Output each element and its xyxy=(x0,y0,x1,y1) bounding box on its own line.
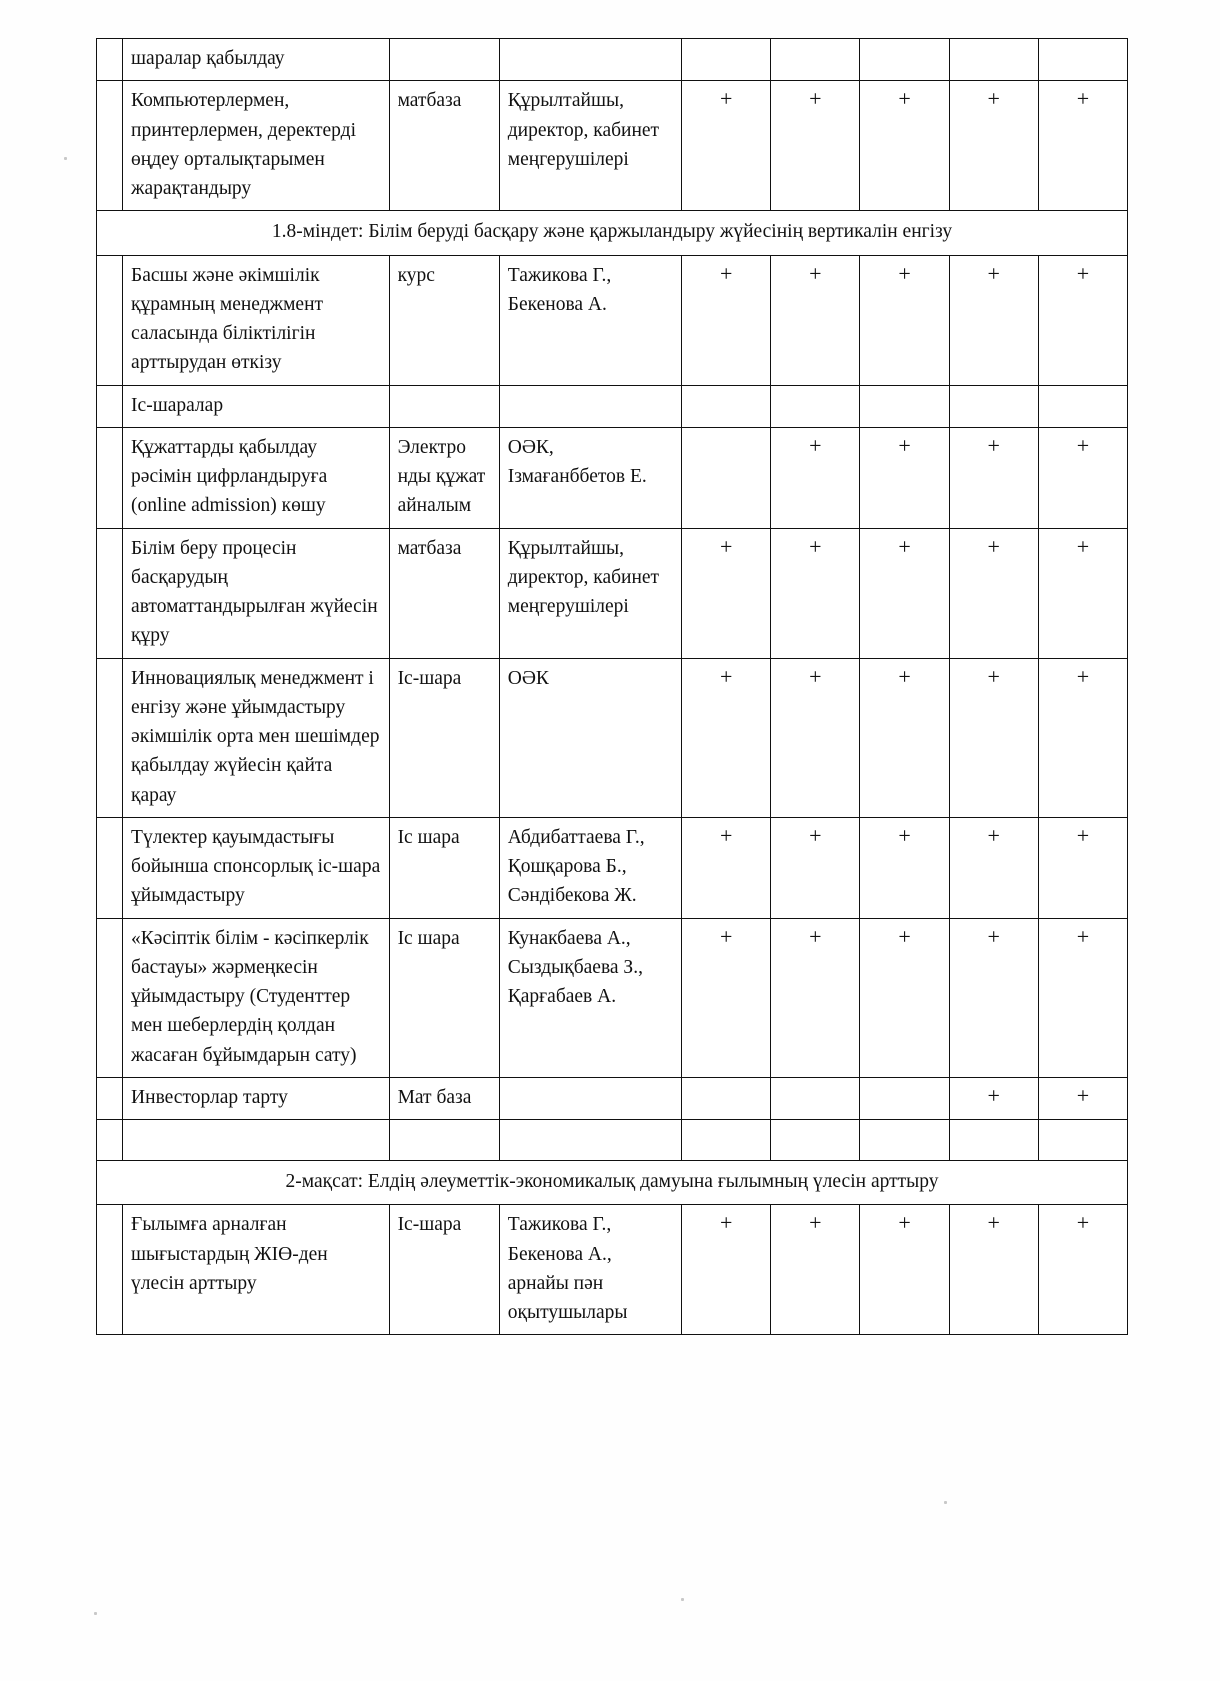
year-mark-cell: + xyxy=(1038,255,1127,385)
year-mark-cell: + xyxy=(1038,817,1127,918)
year-mark-cell xyxy=(682,39,771,81)
section-title: 1.8-міндет: Білім беруді басқару және қаржыландыру жүйесінің вертикалін енгізу xyxy=(97,211,1128,255)
table-row xyxy=(97,427,1128,528)
section-header-row xyxy=(97,211,1128,255)
year-mark-cell: + xyxy=(949,658,1038,817)
responsible-cell: Тажикова Г., Бекенова А. xyxy=(499,255,681,385)
row-lead-margin xyxy=(97,918,123,1077)
year-mark-cell: + xyxy=(682,658,771,817)
responsible-cell: ОӘК, Ізмағанббетов Е. xyxy=(499,427,681,528)
year-mark-cell: + xyxy=(949,918,1038,1077)
year-mark-cell: + xyxy=(1038,1205,1127,1335)
year-mark-cell xyxy=(860,385,949,427)
type-cell: Іс шара xyxy=(389,817,499,918)
year-mark-cell: + xyxy=(771,255,860,385)
scan-speck xyxy=(944,1501,947,1504)
type-cell xyxy=(389,385,499,427)
blank-cell xyxy=(682,1120,771,1161)
type-cell: матбаза xyxy=(389,528,499,658)
year-mark-cell: + xyxy=(860,817,949,918)
year-mark-cell: + xyxy=(682,1205,771,1335)
row-lead-margin xyxy=(97,1120,123,1161)
year-mark-cell: + xyxy=(860,255,949,385)
task-cell: Білім беру процесін басқарудың автоматтандырылған жүйесін құру xyxy=(123,528,390,658)
scan-speck xyxy=(64,157,67,160)
year-mark-cell xyxy=(682,1077,771,1119)
year-mark-cell xyxy=(682,385,771,427)
type-cell: курс xyxy=(389,255,499,385)
table-row xyxy=(97,81,1128,211)
responsible-cell: Құрылтайшы, директор, кабинет меңгерушілері xyxy=(499,81,681,211)
year-mark-cell: + xyxy=(949,1077,1038,1119)
blank-cell xyxy=(499,1120,681,1161)
table-row xyxy=(97,39,1128,81)
scan-speck xyxy=(681,1598,684,1601)
type-cell: Іс шара xyxy=(389,918,499,1077)
year-mark-cell: + xyxy=(682,918,771,1077)
scan-speck xyxy=(94,1612,97,1615)
blank-cell xyxy=(771,1120,860,1161)
year-mark-cell: + xyxy=(682,817,771,918)
year-mark-cell: + xyxy=(771,817,860,918)
section-title: 2-мақсат: Елдің әлеуметтік-экономикалық дамуына ғылымның үлесін арттыру xyxy=(97,1161,1128,1205)
blank-row xyxy=(97,1120,1128,1161)
plan-table-body xyxy=(97,39,1128,1335)
blank-cell xyxy=(123,1120,390,1161)
year-mark-cell xyxy=(1038,385,1127,427)
row-lead-margin xyxy=(97,255,123,385)
type-cell: Электро нды құжат айналым xyxy=(389,427,499,528)
table-row xyxy=(97,918,1128,1077)
task-cell: «Кәсіптік білім - кәсіпкерлік бастауы» жәрмеңкесін ұйымдастыру (Студенттер мен шеберлердің қолдан жасаған бұйымдарын сату) xyxy=(123,918,390,1077)
task-cell: Құжаттарды қабылдау рәсімін цифрландыруға (online admission) көшу xyxy=(123,427,390,528)
responsible-cell: Абдибаттаева Г., Қошқарова Б., Сәндібекова Ж. xyxy=(499,817,681,918)
table-row xyxy=(97,817,1128,918)
year-mark-cell: + xyxy=(1038,81,1127,211)
year-mark-cell: + xyxy=(949,528,1038,658)
year-mark-cell: + xyxy=(860,528,949,658)
year-mark-cell: + xyxy=(1038,918,1127,1077)
responsible-cell: Кунакбаева А., Сыздықбаева З., Қарғабаев А. xyxy=(499,918,681,1077)
blank-cell xyxy=(949,1120,1038,1161)
row-lead-margin xyxy=(97,1077,123,1119)
year-mark-cell: + xyxy=(949,1205,1038,1335)
type-cell: Іс-шара xyxy=(389,658,499,817)
year-mark-cell: + xyxy=(1038,528,1127,658)
responsible-cell xyxy=(499,385,681,427)
year-mark-cell: + xyxy=(860,918,949,1077)
year-mark-cell: + xyxy=(860,1205,949,1335)
year-mark-cell: + xyxy=(771,528,860,658)
year-mark-cell: + xyxy=(949,255,1038,385)
year-mark-cell: + xyxy=(771,658,860,817)
task-cell: Инновациялық менеджмент і енгізу және ұйымдастыру әкімшілік орта мен шешімдер қабылдау жүйесін қайта қарау xyxy=(123,658,390,817)
responsible-cell xyxy=(499,39,681,81)
year-mark-cell: + xyxy=(771,1205,860,1335)
table-row xyxy=(97,385,1128,427)
type-cell: матбаза xyxy=(389,81,499,211)
responsible-cell xyxy=(499,1077,681,1119)
row-lead-margin xyxy=(97,1205,123,1335)
row-lead-margin xyxy=(97,817,123,918)
table-row xyxy=(97,528,1128,658)
type-cell: Іс-шара xyxy=(389,1205,499,1335)
year-mark-cell: + xyxy=(860,427,949,528)
year-mark-cell xyxy=(771,385,860,427)
responsible-cell: Тажикова Г., Бекенова А., арнайы пән оқытушылары xyxy=(499,1205,681,1335)
task-cell: шаралар қабылдау xyxy=(123,39,390,81)
responsible-cell: Құрылтайшы, директор, кабинет меңгерушілері xyxy=(499,528,681,658)
year-mark-cell xyxy=(1038,39,1127,81)
year-mark-cell: + xyxy=(1038,658,1127,817)
year-mark-cell: + xyxy=(1038,1077,1127,1119)
task-cell: Инвесторлар тарту xyxy=(123,1077,390,1119)
year-mark-cell xyxy=(771,1077,860,1119)
year-mark-cell: + xyxy=(949,81,1038,211)
year-mark-cell: + xyxy=(1038,427,1127,528)
year-mark-cell: + xyxy=(771,918,860,1077)
year-mark-cell: + xyxy=(771,427,860,528)
type-cell xyxy=(389,39,499,81)
plan-table xyxy=(96,38,1128,1335)
row-lead-margin xyxy=(97,427,123,528)
task-cell: Ғылымға арналған шығыстардың ЖІӨ-ден үлесін арттыру xyxy=(123,1205,390,1335)
row-lead-margin xyxy=(97,39,123,81)
year-mark-cell: + xyxy=(682,528,771,658)
year-mark-cell xyxy=(949,385,1038,427)
year-mark-cell: + xyxy=(682,255,771,385)
responsible-cell: ОӘК xyxy=(499,658,681,817)
task-cell: Компьютерлермен, принтерлермен, деректерді өңдеу орталықтарымен жарақтандыру xyxy=(123,81,390,211)
year-mark-cell xyxy=(860,1077,949,1119)
blank-cell xyxy=(389,1120,499,1161)
row-lead-margin xyxy=(97,528,123,658)
blank-cell xyxy=(860,1120,949,1161)
year-mark-cell: + xyxy=(949,427,1038,528)
year-mark-cell xyxy=(682,427,771,528)
year-mark-cell xyxy=(860,39,949,81)
table-row xyxy=(97,1077,1128,1119)
year-mark-cell xyxy=(771,39,860,81)
year-mark-cell: + xyxy=(682,81,771,211)
blank-cell xyxy=(1038,1120,1127,1161)
year-mark-cell: + xyxy=(771,81,860,211)
table-row xyxy=(97,255,1128,385)
year-mark-cell xyxy=(949,39,1038,81)
year-mark-cell: + xyxy=(860,81,949,211)
type-cell: Мат база xyxy=(389,1077,499,1119)
year-mark-cell: + xyxy=(860,658,949,817)
task-cell: Басшы және әкімшілік құрамның менеджмент саласында біліктілігін арттырудан өткізу xyxy=(123,255,390,385)
row-lead-margin xyxy=(97,658,123,817)
table-row xyxy=(97,658,1128,817)
row-lead-margin xyxy=(97,385,123,427)
task-cell: Іс-шаралар xyxy=(123,385,390,427)
row-lead-margin xyxy=(97,81,123,211)
table-row xyxy=(97,1205,1128,1335)
year-mark-cell: + xyxy=(949,817,1038,918)
task-cell: Түлектер қауымдастығы бойынша спонсорлық іс-шара ұйымдастыру xyxy=(123,817,390,918)
section-header-row xyxy=(97,1161,1128,1205)
